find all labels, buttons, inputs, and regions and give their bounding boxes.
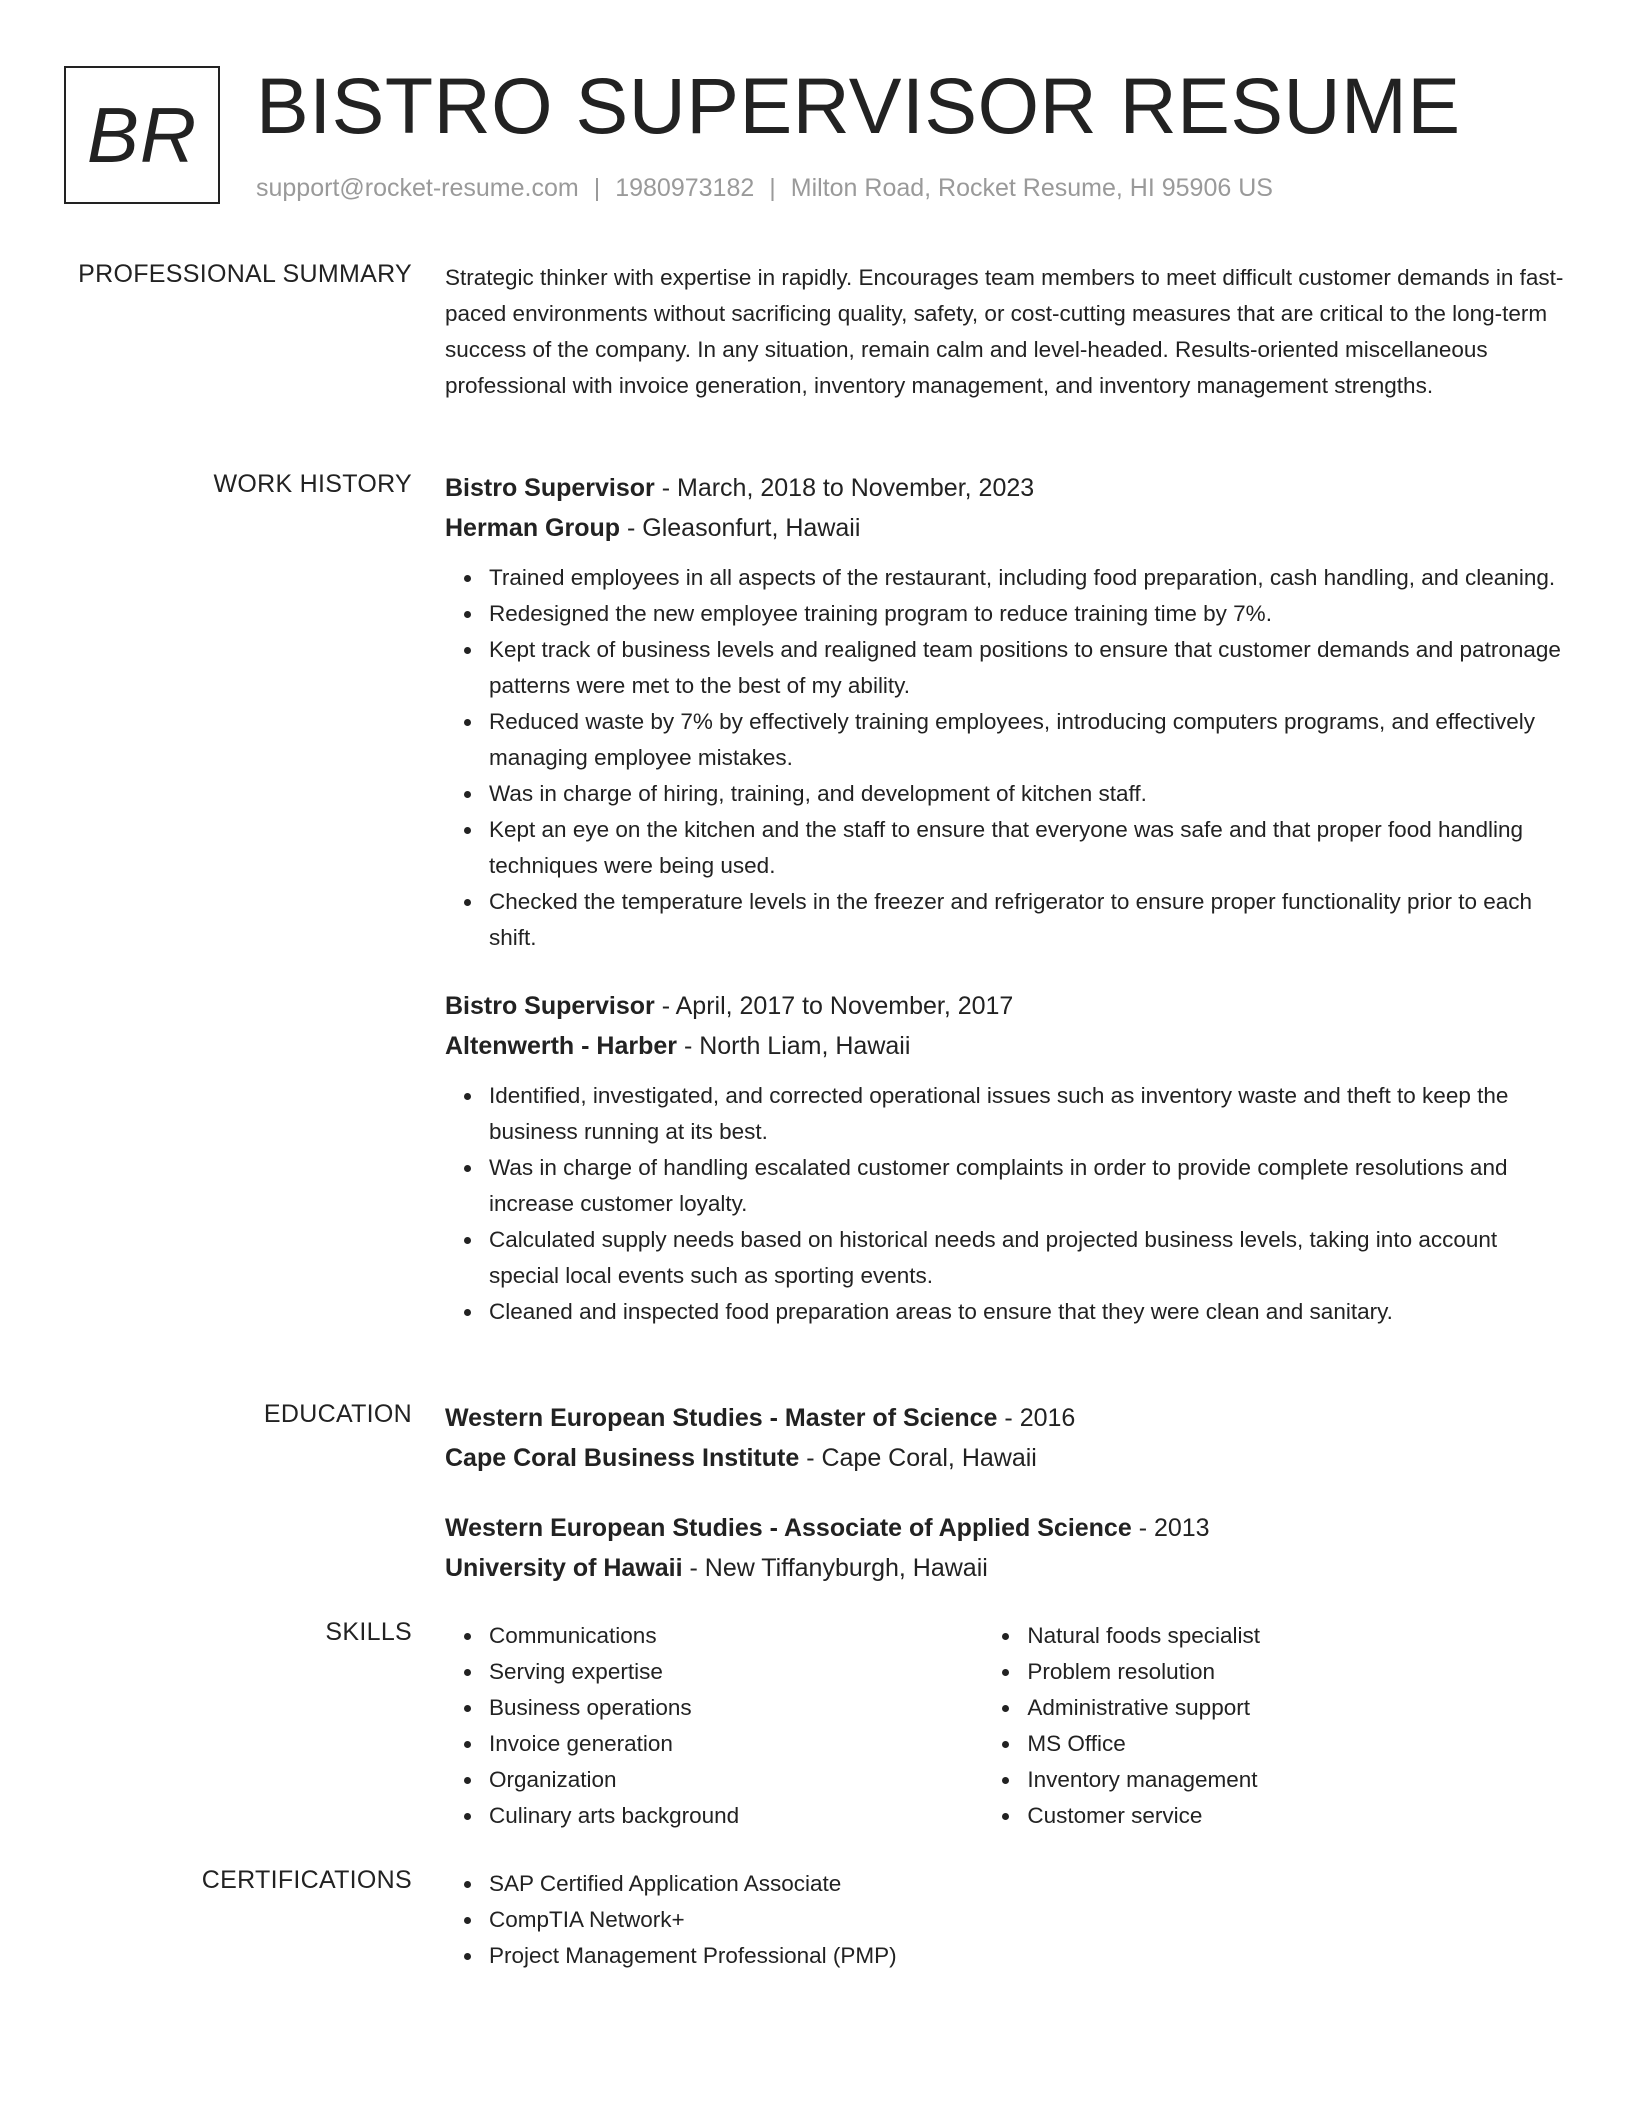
list-item: Inventory management — [1027, 1762, 1565, 1798]
school-line — [445, 1548, 1565, 1588]
section-label-certifications: CERTIFICATIONS — [201, 1866, 412, 1894]
school-line — [445, 1438, 1565, 1478]
job-dates: - April, 2017 to November, 2017 — [661, 992, 1014, 1020]
resume-header — [64, 61, 1564, 214]
job-location: - North Liam, Hawaii — [683, 1032, 911, 1060]
job-company: Herman Group — [445, 514, 621, 542]
job-entry — [445, 986, 1565, 1330]
list-item: Kept track of business levels and realigned team positions to ensure that customer demands and patronage patterns were met to the best of my ability. — [489, 632, 1565, 704]
job-company-line — [445, 1026, 1565, 1066]
degree-year: - 2013 — [1138, 1514, 1210, 1542]
list-item: SAP Certified Application Associate — [489, 1866, 1565, 1902]
list-item: Was in charge of handling escalated customer complaints in order to provide complete resolutions and increase customer loyalty. — [489, 1150, 1565, 1222]
list-item: Reduced waste by 7% by effectively training employees, introducing computers programs, and effectively managing employee mistakes. — [489, 704, 1565, 776]
list-item: Invoice generation — [489, 1726, 983, 1762]
list-item: Customer service — [1027, 1798, 1565, 1834]
job-company: Altenwerth - Harber — [445, 1032, 677, 1060]
job-title: Bistro Supervisor — [445, 992, 655, 1020]
certifications-list — [445, 1866, 1565, 1974]
summary-body — [445, 260, 1565, 404]
job-title-line — [445, 986, 1565, 1026]
resume-title: BISTRO SUPERVISOR RESUME — [256, 61, 1461, 150]
list-item: Was in charge of hiring, training, and development of kitchen staff. — [489, 776, 1565, 812]
work-history-body — [445, 468, 1565, 1330]
list-item: Kept an eye on the kitchen and the staff to ensure that everyone was safe and that proper food handling techniques were being used. — [489, 812, 1565, 884]
list-item: Cleaned and inspected food preparation areas to ensure that they were clean and sanitary. — [489, 1294, 1565, 1330]
list-item: Trained employees in all aspects of the restaurant, including food preparation, cash handling, and cleaning. — [489, 560, 1565, 596]
contact-phone[interactable]: 1980973182 — [615, 174, 755, 202]
list-item: Checked the temperature levels in the freezer and refrigerator to ensure proper functionality prior to each shift. — [489, 884, 1565, 956]
list-item: Business operations — [489, 1690, 983, 1726]
degree-year: - 2016 — [1004, 1404, 1076, 1432]
degree-line — [445, 1508, 1565, 1548]
contact-separator: | — [769, 174, 776, 202]
school-name: University of Hawaii — [445, 1554, 683, 1582]
job-dates: - March, 2018 to November, 2023 — [661, 474, 1035, 502]
job-location: - Gleasonfurt, Hawaii — [626, 514, 861, 542]
education-entry — [445, 1508, 1565, 1588]
monogram-logo: BR — [64, 66, 220, 204]
list-item: CompTIA Network+ — [489, 1902, 1565, 1938]
skills-list-right — [983, 1618, 1565, 1834]
certifications-body — [445, 1866, 1565, 1974]
list-item: Project Management Professional (PMP) — [489, 1938, 1565, 1974]
job-bullets — [445, 1078, 1565, 1330]
job-bullets — [445, 560, 1565, 956]
list-item: Administrative support — [1027, 1690, 1565, 1726]
degree-name: Western European Studies - Associate of Applied Science — [445, 1514, 1132, 1542]
list-item: Problem resolution — [1027, 1654, 1565, 1690]
summary-text: Strategic thinker with expertise in rapidly. Encourages team members to meet difficult customer demands in fast-paced environments without sacrificing quality, safety, or cost-cutting measures that are critical to the long-term success of the company. In any situation, remain calm and level-headed. Results-oriented miscellaneous professional with invoice generation, inventory management, and inventory management strengths. — [445, 265, 1564, 398]
degree-line — [445, 1398, 1565, 1438]
skills-list-left — [445, 1618, 983, 1834]
contact-line — [256, 174, 1273, 203]
section-label-education: EDUCATION — [263, 1400, 412, 1428]
section-label-skills: SKILLS — [325, 1618, 412, 1646]
list-item: Calculated supply needs based on historical needs and projected business levels, taking into account special local events such as sporting events. — [489, 1222, 1565, 1294]
education-body — [445, 1398, 1565, 1588]
contact-separator: | — [593, 174, 601, 202]
school-location: - Cape Coral, Hawaii — [806, 1444, 1037, 1472]
job-title-line — [445, 468, 1565, 508]
section-label-work-history: WORK HISTORY — [213, 470, 412, 498]
list-item: Identified, investigated, and corrected operational issues such as inventory waste and theft to keep the business running at its best. — [489, 1078, 1565, 1150]
degree-name: Western European Studies - Master of Science — [445, 1404, 998, 1432]
list-item: Redesigned the new employee training program to reduce training time by 7%. — [489, 596, 1565, 632]
contact-address: Milton Road, Rocket Resume, HI 95906 US — [790, 174, 1273, 202]
job-title: Bistro Supervisor — [445, 474, 655, 502]
school-name: Cape Coral Business Institute — [445, 1444, 800, 1472]
list-item: Serving expertise — [489, 1654, 983, 1690]
list-item: Natural foods specialist — [1027, 1618, 1565, 1654]
section-label-summary: PROFESSIONAL SUMMARY — [78, 260, 412, 288]
education-entry — [445, 1398, 1565, 1478]
list-item: Culinary arts background — [489, 1798, 983, 1834]
job-entry — [445, 468, 1565, 956]
contact-email[interactable]: support@rocket-resume.com — [256, 174, 579, 202]
school-location: - New Tiffanyburgh, Hawaii — [689, 1554, 988, 1582]
skills-body — [445, 1618, 1565, 1834]
list-item: MS Office — [1027, 1726, 1565, 1762]
job-company-line — [445, 508, 1565, 548]
list-item: Organization — [489, 1762, 983, 1798]
list-item: Communications — [489, 1618, 983, 1654]
